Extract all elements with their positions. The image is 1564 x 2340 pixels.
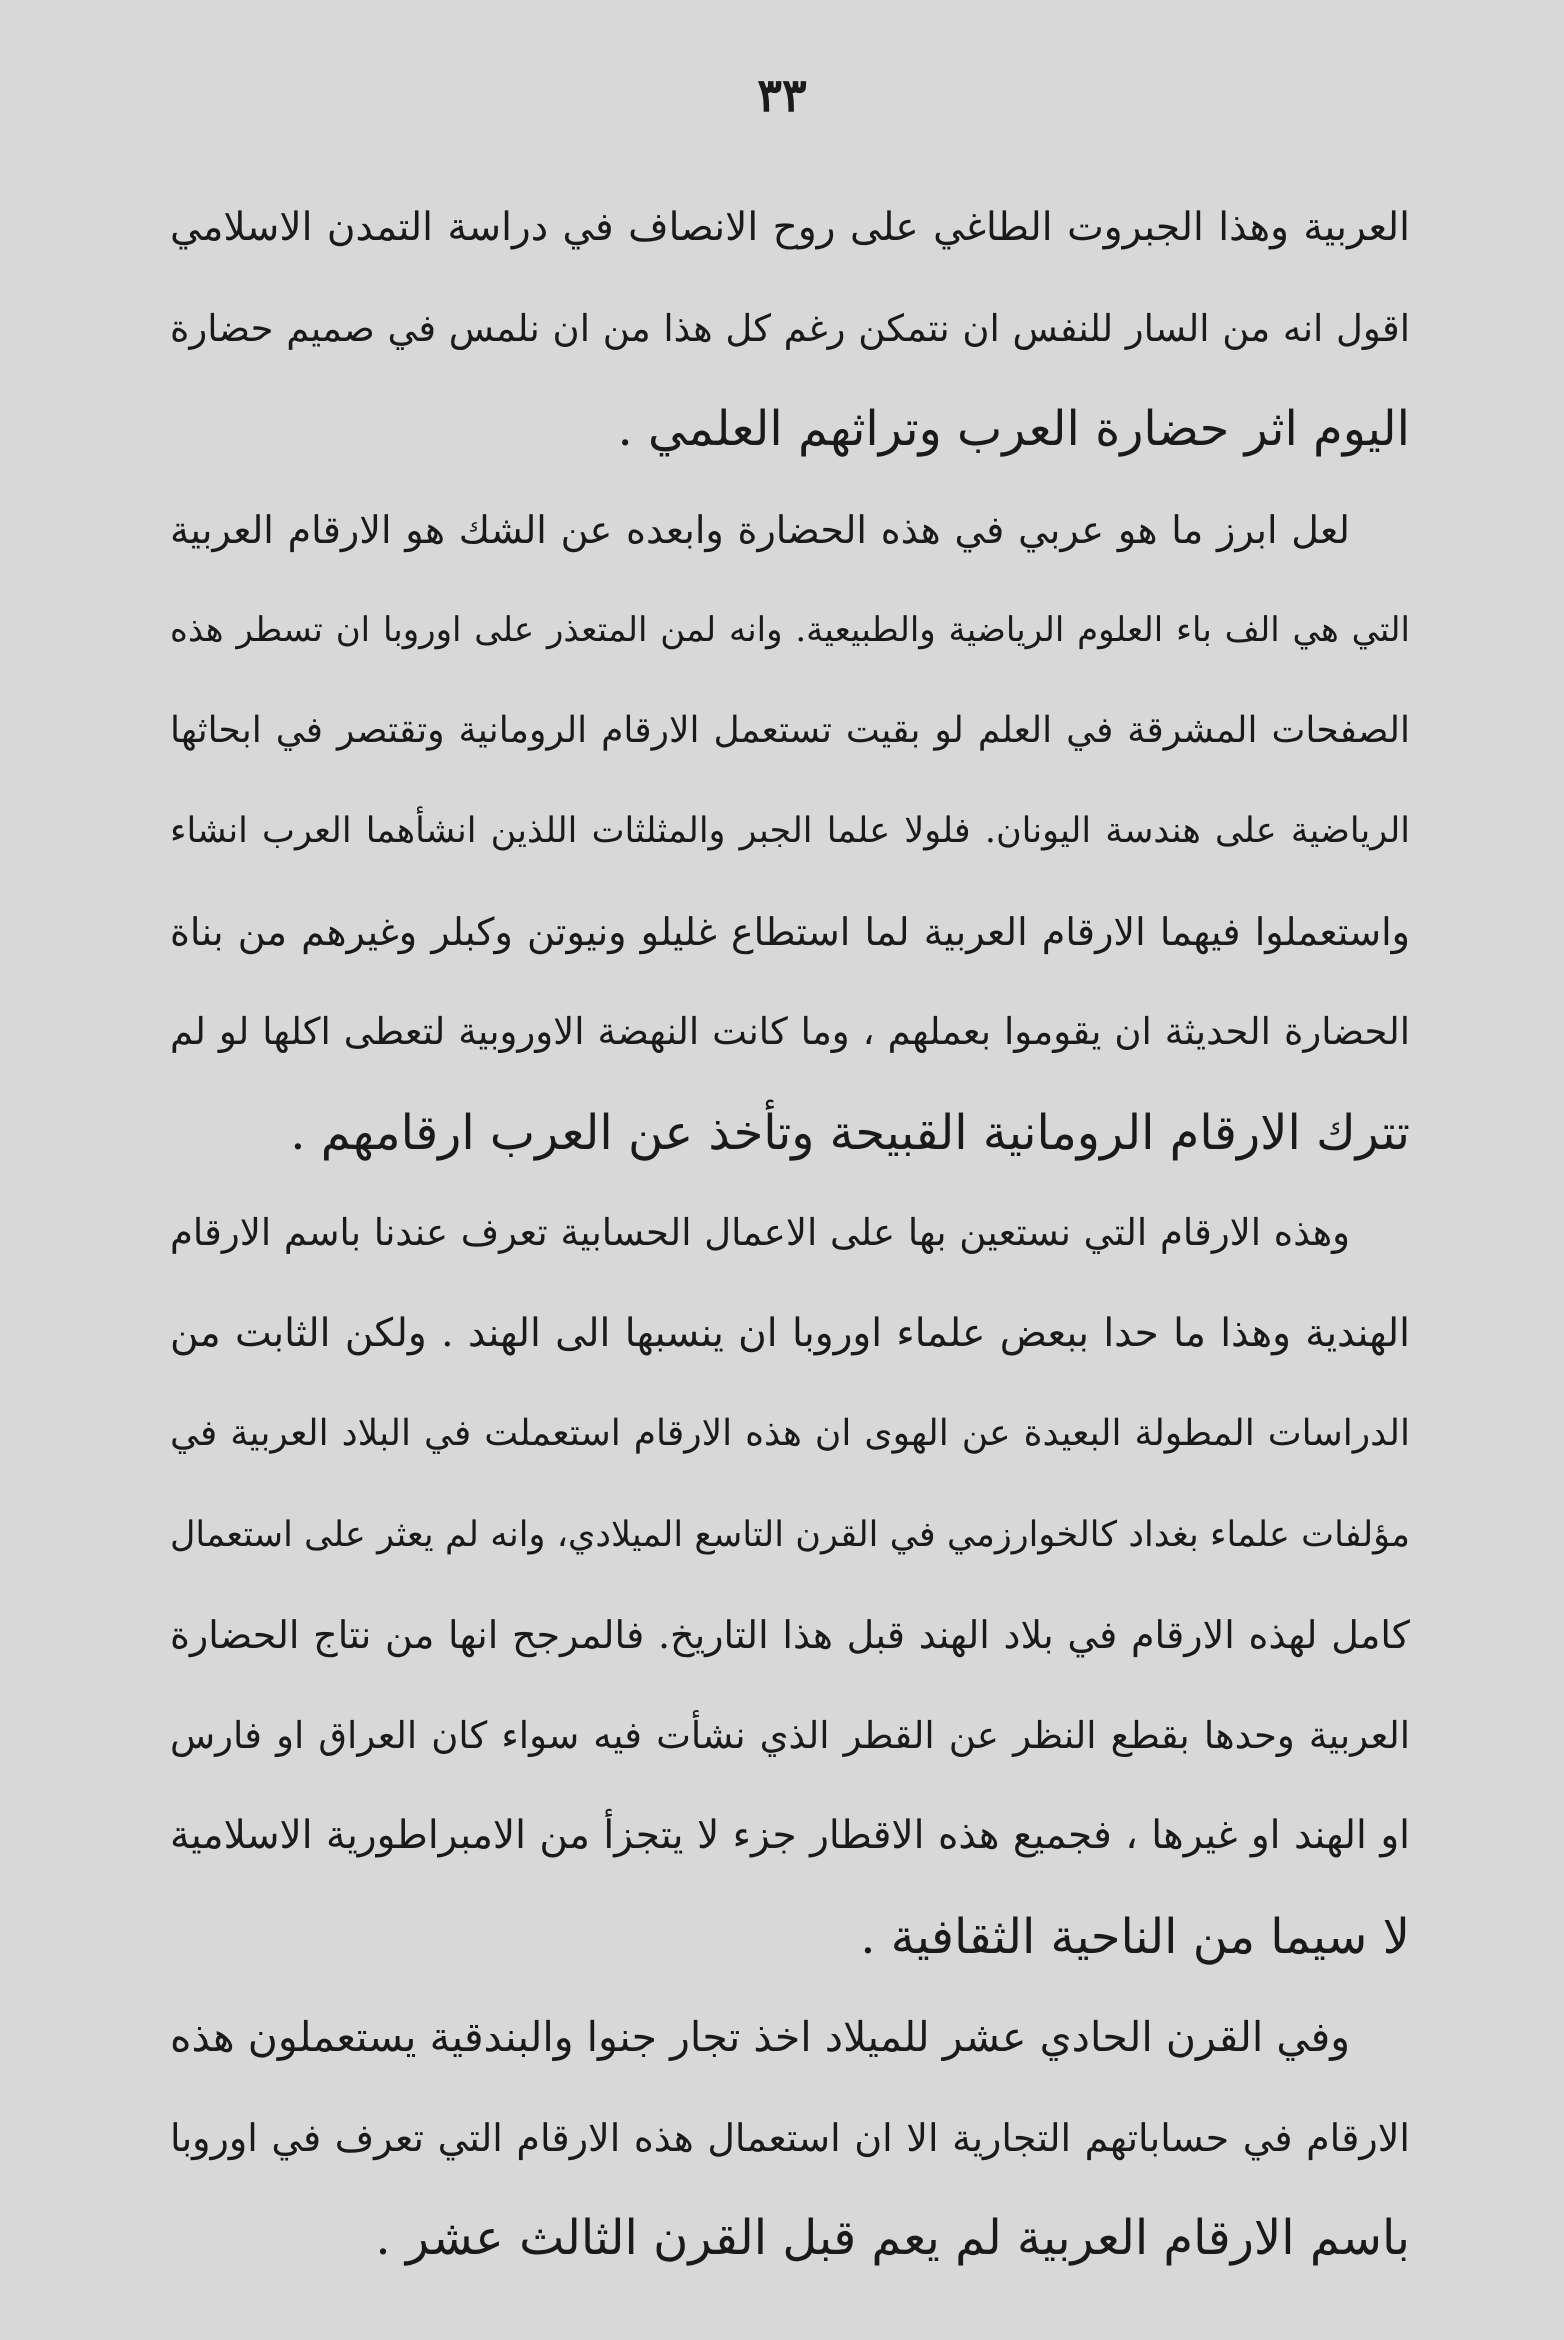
text-line: اليوم اثر حضارة العرب وتراثهم العلمي . bbox=[617, 401, 1410, 457]
text-line: مؤلفات علماء بغداد كالخوارزمي في القرن التاسع الميلادي، وانه لم يعثر على استعمال bbox=[170, 1514, 1410, 1555]
text-line: العربية وهذا الجبروت الطاغي على روح الانصاف في دراسة التمدن الاسلامي bbox=[170, 205, 1410, 250]
text-line: لا سيما من الناحية الثقافية . bbox=[860, 1908, 1410, 1965]
text-line: اقول انه من السار للنفس ان نتمكن رغم كل هذا من ان نلمس في صميم حضارة bbox=[170, 306, 1410, 350]
text-line: الرياضية على هندسة اليونان. فلولا علما الجبر والمثلثات اللذين انشأهما العرب انشاء bbox=[170, 811, 1410, 851]
text-line: باسم الارقام العربية لم يعم قبل القرن الثالث عشر . bbox=[375, 2210, 1410, 2266]
text-line: الصفحات المشرقة في العلم لو بقيت تستعمل الارقام الرومانية وتقتصر في ابحاثها bbox=[170, 709, 1410, 751]
text-line: العربية وحدها بقطع النظر عن القطر الذي نشأت فيه سواء كان العراق او فارس bbox=[170, 1713, 1410, 1757]
text-line: الدراسات المطولة البعيدة عن الهوى ان هذه الارقام استعملت في البلاد العربية في bbox=[170, 1413, 1410, 1454]
text-line: او الهند او غيرها ، فجميع هذه الاقطار جزء لا يتجزأ من الامبراطورية الاسلامية bbox=[170, 1813, 1410, 1858]
text-line: لعل ابرز ما هو عربي في هذه الحضارة وابعده عن الشك هو الارقام العربية bbox=[170, 507, 1350, 552]
text-line: التي هي الف باء العلوم الرياضية والطبيعية. وانه لمن المتعذر على اوروبا ان تسطر هذه bbox=[170, 610, 1410, 650]
text-line: وهذه الارقام التي نستعين بها على الاعمال الحسابية تعرف عندنا باسم الارقام bbox=[170, 1211, 1350, 1254]
text-line: الارقام في حساباتهم التجارية الا ان استعمال هذه الارقام التي تعرف في اوروبا bbox=[170, 2115, 1410, 2160]
page-number: ٣٣ bbox=[757, 68, 807, 122]
text-line: تترك الارقام الرومانية القبيحة وتأخذ عن العرب ارقامهم . bbox=[290, 1104, 1410, 1161]
text-line: الحضارة الحديثة ان يقوموا بعملهم ، وما كانت النهضة الاوروبية لتعطى اكلها لو لم bbox=[170, 1010, 1410, 1053]
text-line: واستعملوا فيهما الارقام العربية لما استطاع غليلو ونيوتن وكبلر وغيرهم من بناة bbox=[170, 909, 1410, 954]
text-line: كامل لهذه الارقام في بلاد الهند قبل هذا التاريخ. فالمرجح انها من نتاج الحضارة bbox=[170, 1613, 1410, 1657]
text-line: الهندية وهذا ما حدا ببعض علماء اوروبا ان ينسبها الى الهند . ولكن الثابت من bbox=[170, 1310, 1410, 1356]
body-text bbox=[170, 178, 1410, 2289]
text-line: وفي القرن الحادي عشر للميلاد اخذ تجار جنوا والبندقية يستعملون هذه bbox=[170, 2013, 1350, 2061]
